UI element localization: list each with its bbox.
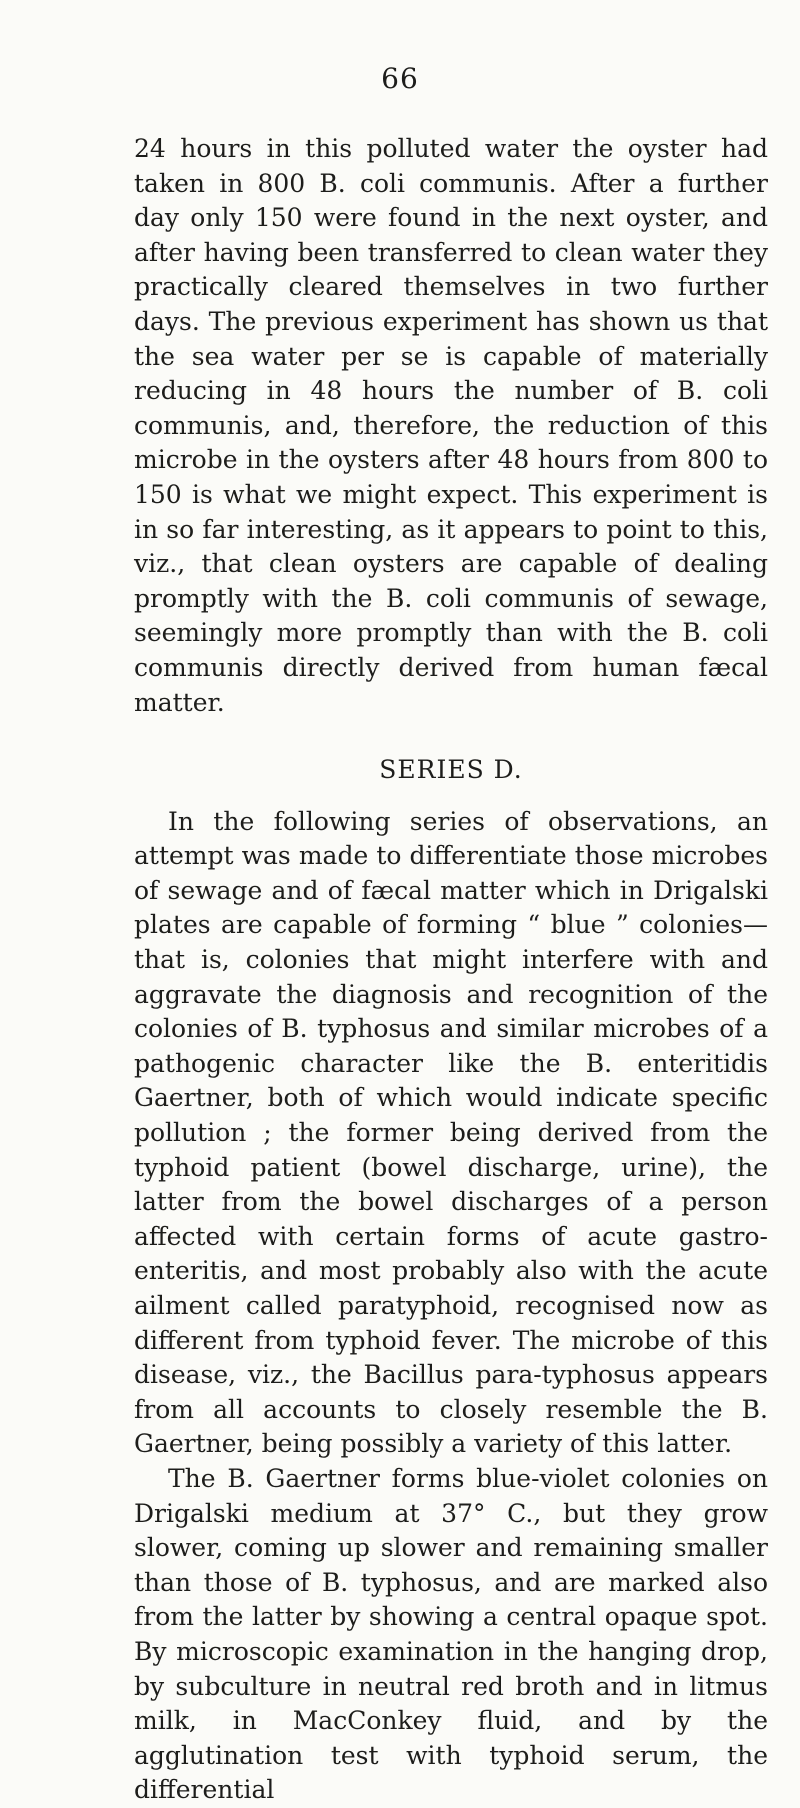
page-number: 66 — [381, 62, 419, 95]
paragraph-gaertner-colonies: The B. Gaertner forms blue-violet colonies on Drigalski medium at 37° C., but they grow slower, coming up slower and remaining smaller than those of B. typhosus, and are marked also from the latter by showing a central opaque spot. By microscopic examination in the hanging drop, by subculture in neutral red broth and in litmus milk, in MacConkey fluid, and by the agglutination test with typhoid serum, the differential — [134, 1463, 768, 1805]
paragraph-oyster-experiment: 24 hours in this polluted water the oyster had taken in 800 B. coli communis. After a further day only 150 were found in the next oyster, and after having been transferred to clean water they practically cleared themselves in two further days. The previous experiment has shown us that the sea water per se is capable of materially reducing in 48 hours the number of B. coli communis, and, therefore, the reduction of this microbe in the oysters after 48 hours from 800 to 150 is what we might expect. This experiment is in so far interesting, as it appears to point to this, viz., that clean oysters are capable of dealing promptly with the B. coli communis of sewage, seemingly more promptly than with the B. coli communis directly derived from human fæcal matter. — [134, 134, 768, 717]
section-heading: SERIES D. — [379, 755, 523, 785]
body-text — [134, 132, 768, 1808]
paragraph-series-d-intro: In the following series of observations, an attempt was made to differentiate those microbes of sewage and of fæcal matter which in Drigalski plates are capable of forming “ blue ” colonies—that is, colonies that might interfere with and aggravate the diagnosis and recognition of the colonies of B. typhosus and similar microbes of a pathogenic character like the B. enteritidis Gaertner, both of which would indicate specific pollution ; the former being derived from the typhoid patient (bowel discharge, urine), the latter from the bowel discharges of a person affected with certain forms of acute gastro-enteritis, and most probably also with the acute ailment called paratyphoid, recognised now as different from typhoid fever. The microbe of this disease, viz., the Bacillus para-typhosus appears from all accounts to closely resemble the B. Gaertner, being possibly a variety of this latter. — [134, 806, 768, 1459]
